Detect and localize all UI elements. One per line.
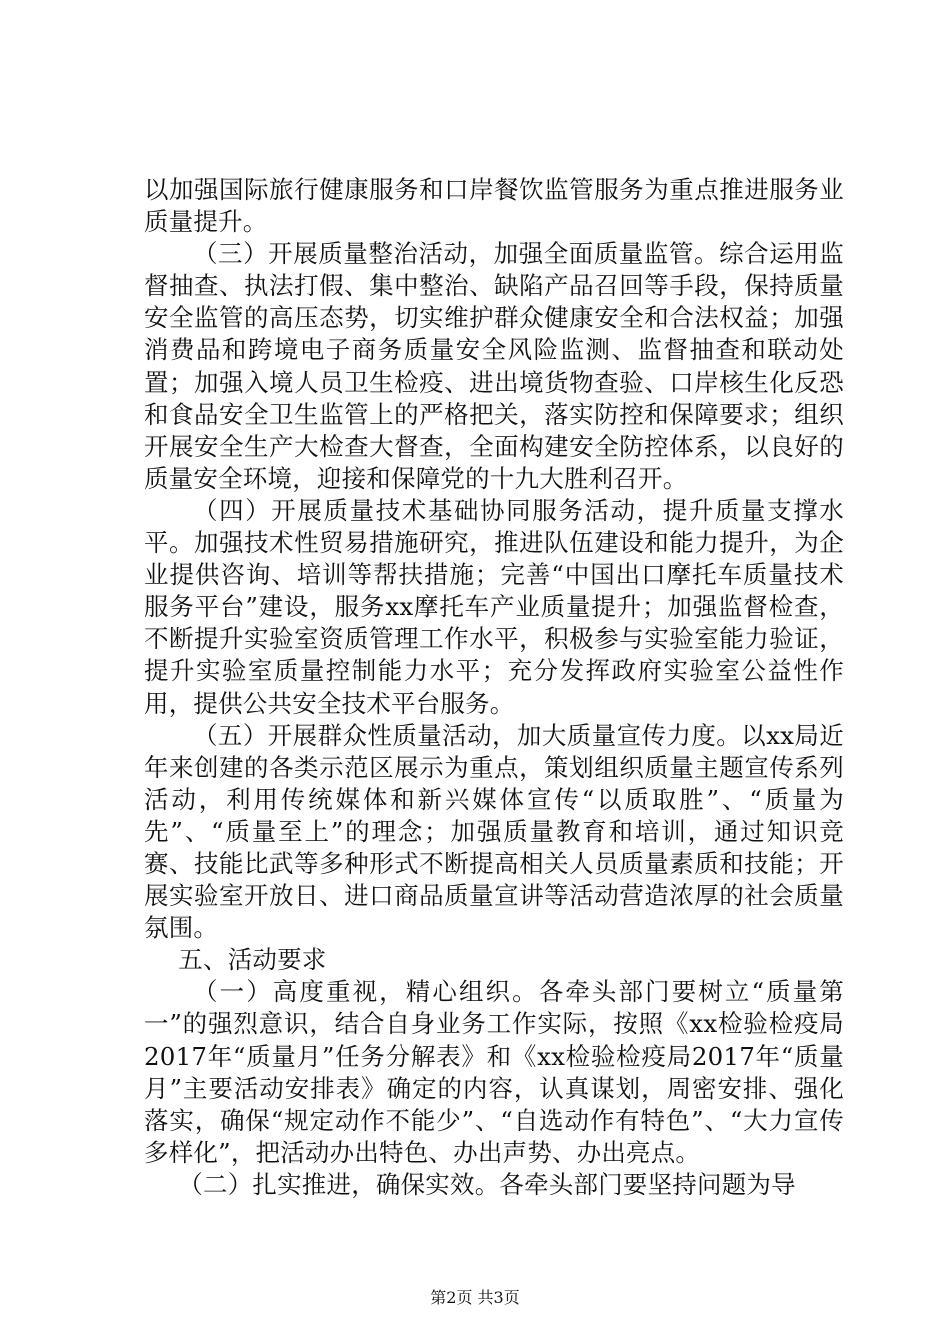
page-number-footer: 第2页 共3页 bbox=[430, 1288, 520, 1307]
paragraph-technical-foundation: （四）开展质量技术基础协同服务活动，提升质量支撑水平。加强技术性贸易措施研究，推进队伍建设和能力提升，为企业提供咨询、培训等帮扶措施；完善“中国出口摩托车质量技术服务平台”建设，服务xx摩托车产业质量提升；加强监督检查，不断提升实验室资质管理工作水平，积极参与实验室能力验证，提升实验室质量控制能力水平；充分发挥政府实验室公益性作用，提供公共安全技术平台服务。 bbox=[144, 495, 844, 718]
paragraph-implementation: （二）扎实推进，确保实效。各牵头部门要坚持问题为导 bbox=[178, 1169, 796, 1199]
paragraph-quality-rectification: （三）开展质量整治活动，加强全面质量监管。综合运用监督抽查、执法打假、集中整治、缺陷产品召回等手段，保持质量安全监管的高压态势，切实维护群众健康安全和合法权益；加强消费品和跨境电子商务质量安全风险监测、监督抽查和联动处置；加强入境人员卫生检疫、进出境货物查验、口岸核生化反恐和食品安全卫生监管上的严格把关，落实防控和保障要求；组织开展安全生产大检查大督查，全面构建安全防控体系，以良好的质量安全环境，迎接和保障党的十九大胜利召开。 bbox=[144, 239, 844, 493]
paragraph-organization: （一）高度重视，精心组织。各牵头部门要树立“质量第一”的强烈意识，结合自身业务工作实际，按照《xx检验检疫局2017年“质量月”任务分解表》和《xx检验检疫局2017年“质量月”主要活动安排表》确定的内容，认真谋划，周密安排、强化落实，确保“规定动作不能少”、“自选动作有特色”、“大力宣传多样化”，把活动办出特色、办出声势、办出亮点。 bbox=[144, 977, 844, 1167]
paragraph-public-activities: （五）开展群众性质量活动，加大质量宣传力度。以xx局近年来创建的各类示范区展示为重点，策划组织质量主题宣传系列活动，利用传统媒体和新兴媒体宣传“以质取胜”、“质量为先”、“质量至上”的理念；加强质量教育和培训，通过知识竞赛、技能比武等多种形式不断提高相关人员质量素质和技能；开展实验室开放日、进口商品质量宣讲等活动营造浓厚的社会质量氛围。 bbox=[144, 720, 844, 943]
document-body bbox=[144, 174, 844, 1201]
section-heading-requirements: 五、活动要求 bbox=[178, 945, 327, 975]
paragraph-service-quality: 以加强国际旅行健康服务和口岸餐饮监管服务为重点推进服务业质量提升。 bbox=[144, 175, 844, 237]
